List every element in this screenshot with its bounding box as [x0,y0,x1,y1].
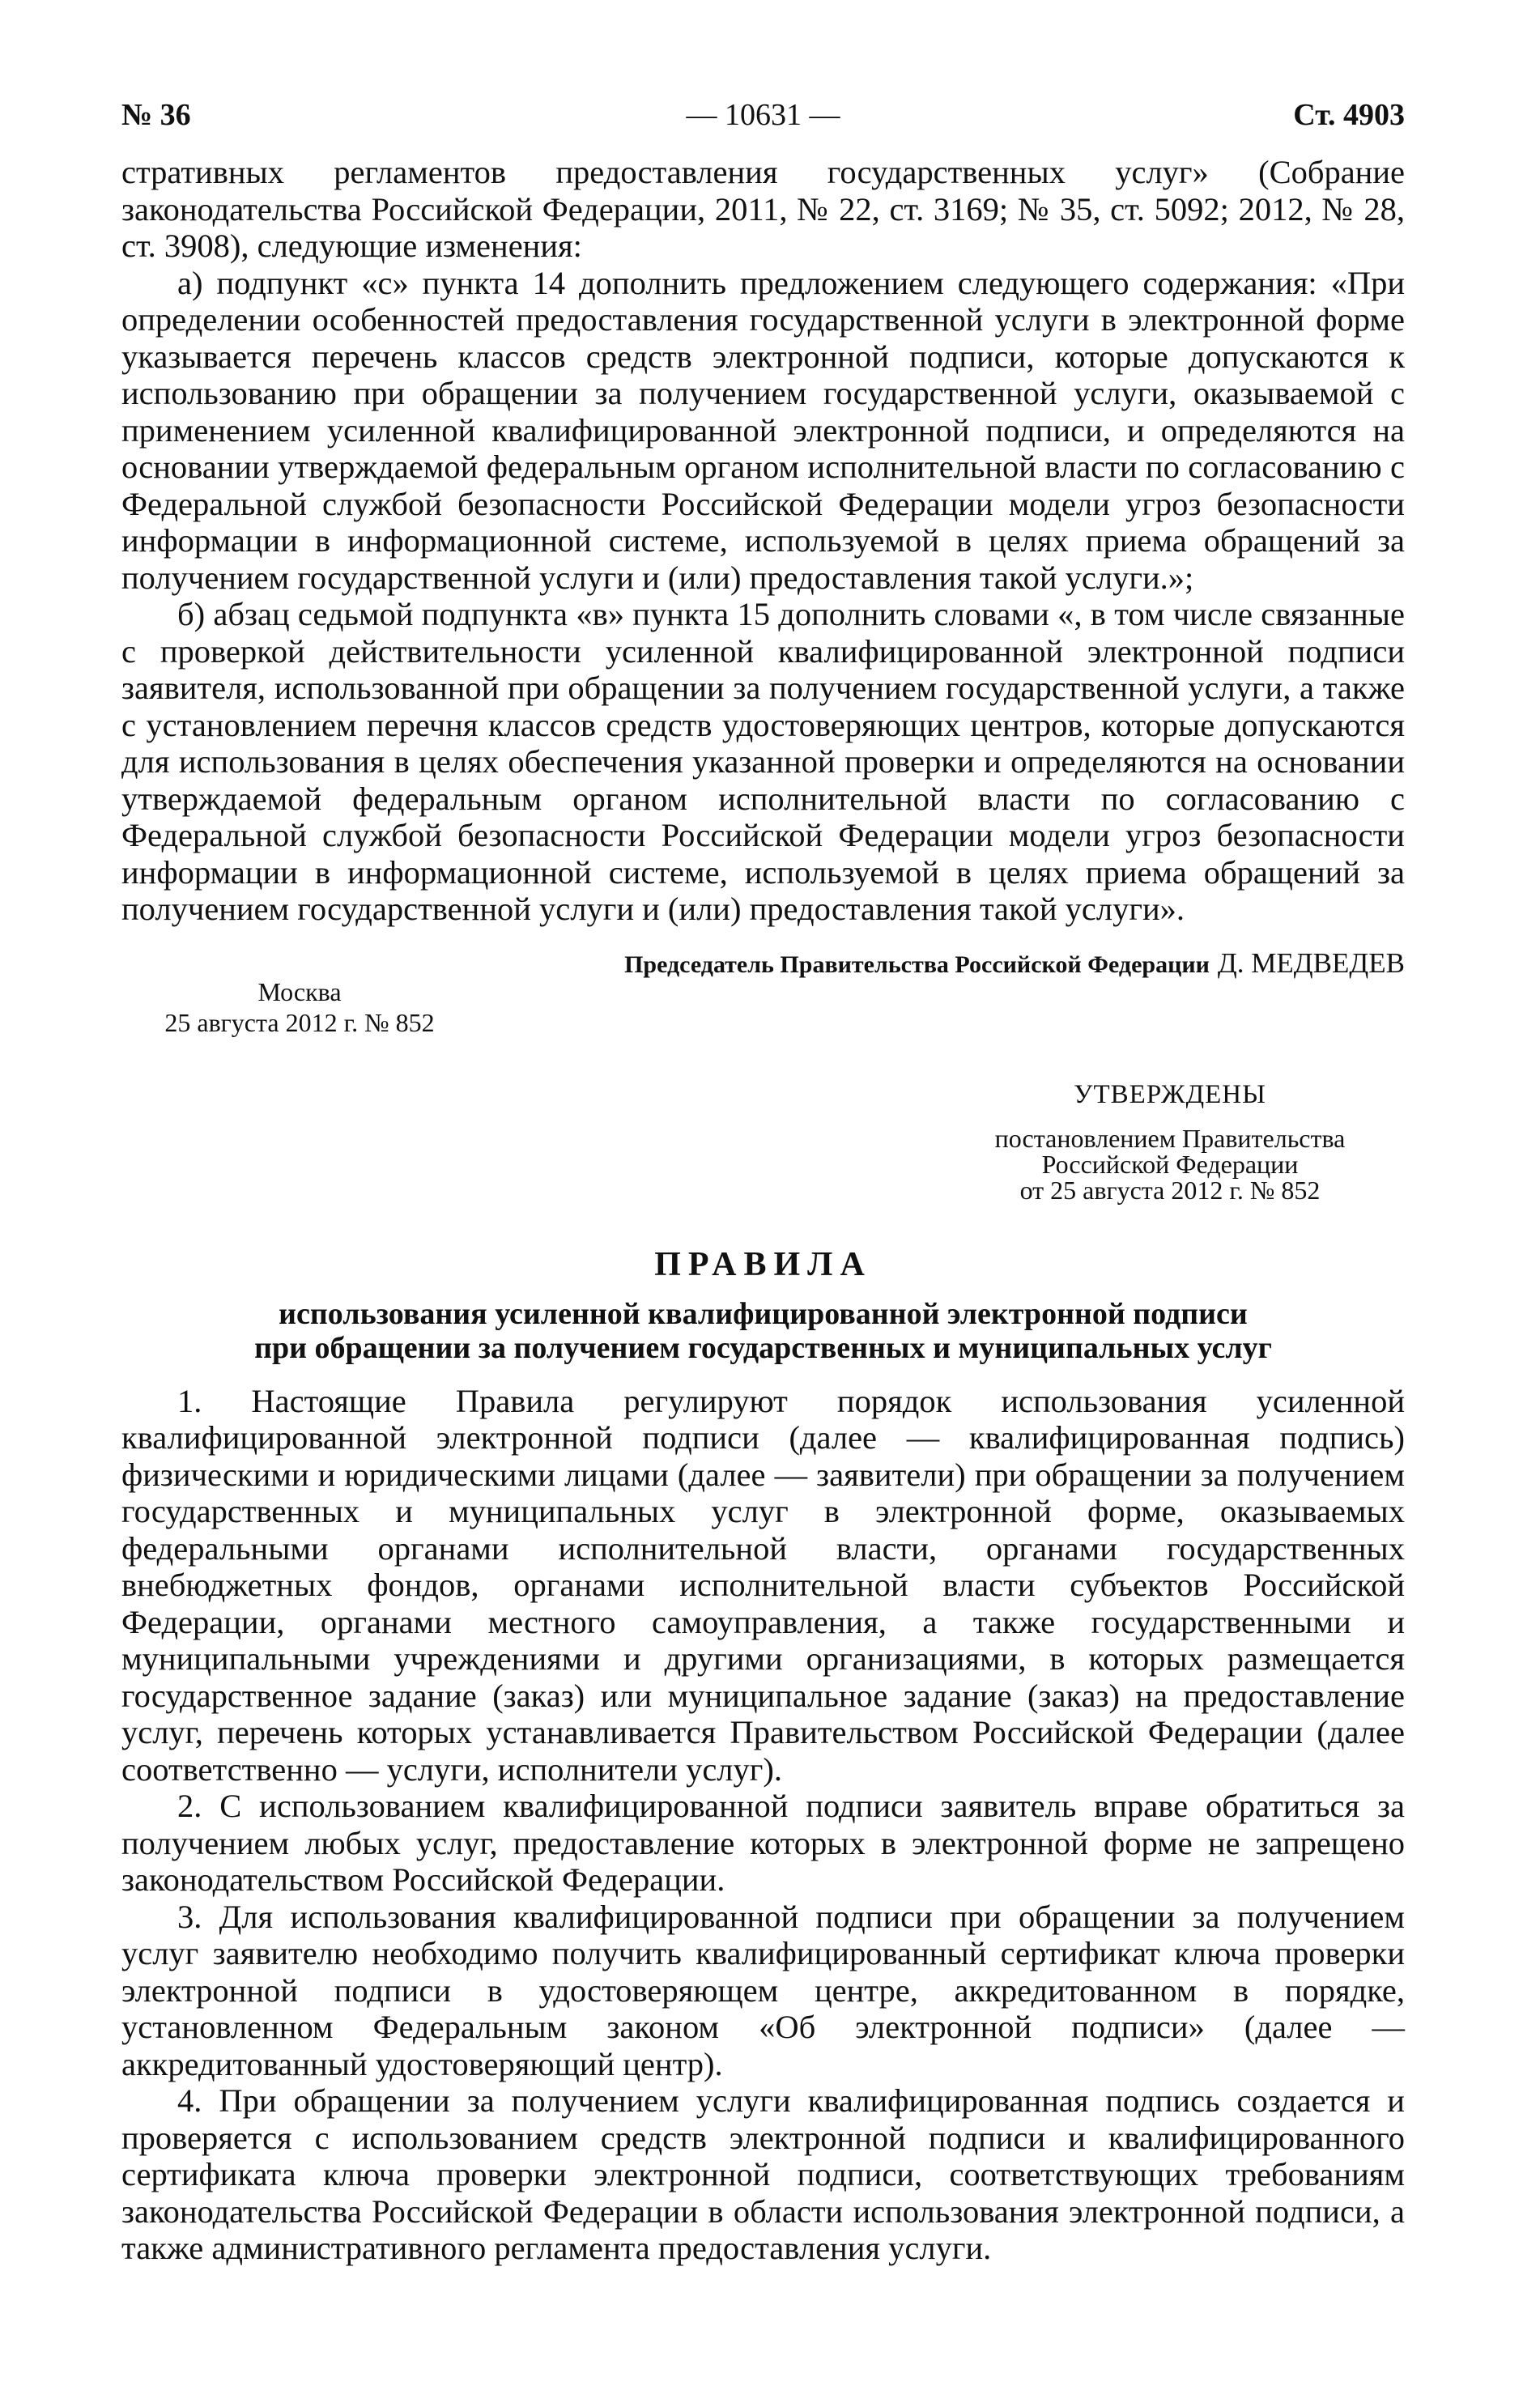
issue-number: № 36 [121,98,191,132]
decree-text [121,154,1405,928]
signature-block [121,947,1405,1044]
approval-title: УТВЕРЖДЕНЫ [1074,1079,1266,1109]
rule-4: 4. При обращении за получением услуги квалифицированная подпись создается и проверяется с использованием средств электронной подписи и квалифицированного сертификата ключа проверки электронной подписи, соответствующих требованиям законодательства Российской Федерации в области использования электронной подписи, а также административного регламента предоставления услуги. [121,2082,1405,2266]
page-header [121,97,1405,154]
signing-city: Москва [257,976,342,1006]
signer [624,947,1405,980]
intro-paragraph: стративных регламентов предоставления государственных услуг» (Собрание законодательства Российской Федерации, 2011, № 22, ст. 3169; № 35, ст. 5092; 2012, № 28, ст. 3908), следующие изменения: [121,154,1405,264]
rules-text [121,1383,1405,2267]
document-page [121,97,1405,2267]
approval-line-3: от 25 августа 2012 г. № 852 [1019,1175,1321,1205]
approval-stamp [980,1079,1360,1205]
rule-2: 2. С использованием квалифицированной подписи заявитель вправе обратиться за получением любых услуг, предоставление которых в электронной форме не запрещено законодательством Российской Федерации. [121,1788,1405,1898]
signer-name: Д. МЕДВЕДЕВ [1217,946,1405,979]
amendment-b: б) абзац седьмой подпункта «в» пункта 15 дополнить словами «, в том числе связанные с проверкой действительности усиленной квалифицированной электронной подписи заявителя, использованной при обращении за получением государственной услуги, а также с установлением перечня классов средств удостоверяющих центров, которые допускаются для использования в целях обеспечения указанной проверки и определяются на основании утверждаемой федеральным органом исполнительной власти по согласованию с Федеральной службой безопасности Российской Федерации модели угроз безопасности информации в информационной системе, используемой в целях приема обращений за получением государственной услуги и (или) предоставления такой услуги». [121,596,1405,927]
page-number: — 10631 — [686,98,840,132]
signer-position: Председатель Правительства Российской Федерации [624,950,1210,978]
rules-subtitle-line-2: при обращении за получением государственных и муниципальных услуг [254,1330,1272,1365]
signing-date-number: 25 августа 2012 г. № 852 [164,1007,435,1037]
amendment-a: а) подпункт «с» пункта 14 дополнить предложением следующего содержания: «При определении особенностей предоставления государственной услуги в электронной форме указывается перечень классов средств электронной подписи, которые допускаются к использованию при обращении за получением государственной услуги, оказываемой с применением усиленной квалифицированной электронной подписи, и определяются на основании утверждаемой федеральным органом исполнительной власти по согласованию с Федеральной службой безопасности Российской Федерации модели угроз безопасности информации в информационной системе, используемой в целях приема обращений за получением государственной услуги и (или) предоставления такой услуги.»; [121,264,1405,596]
approval-line-2: Российской Федерации [1041,1149,1299,1179]
rule-1: 1. Настоящие Правила регулируют порядок использования усиленной квалифицированной электронной подписи (далее — квалифицированная подпись) физическими и юридическими лицами (далее — заявители) при обращении за получением государственных и муниципальных услуг в электронной форме, оказываемых федеральными органами исполнительной власти, органами государственных внебюджетных фондов, органами исполнительной власти субъектов Российской Федерации, органами местного самоуправления, а также государственными и муниципальными учреждениями и другими организациями, в которых размещается государственное задание (заказ) или муниципальное задание (заказ) на предоставление услуг, перечень которых устанавливается Правительством Российской Федерации (далее соответственно — услуги, исполнители услуг). [121,1382,1405,1788]
rules-subtitle-line-1: использования усиленной квалифицированной электронной подписи [279,1296,1248,1331]
rules-title: ПРАВИЛА [654,1245,872,1283]
rule-3: 3. Для использования квалифицированной подписи при обращении за получением услуг заявителю необходимо получить квалифицированный сертификат ключа проверки электронной подписи в удостоверяющем центре, аккредитованном в порядке, установленном Федеральным законом «Об электронной подписи» (далее — аккредитованный удостоверяющий центр). [121,1898,1405,2082]
approval-line-1: постановлением Правительства [994,1123,1346,1153]
article-number: Ст. 4903 [1293,98,1405,132]
rules-subtitle [121,1297,1405,1365]
place-and-date [121,976,478,1038]
